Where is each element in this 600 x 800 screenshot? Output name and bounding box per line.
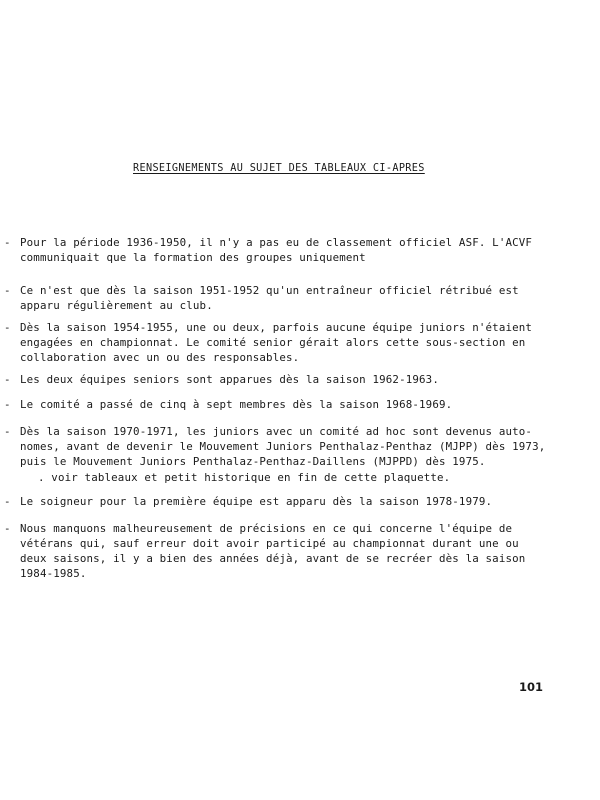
page-number: 101 xyxy=(519,680,544,694)
text-line: puis le Mouvement Juniors Penthalaz-Penthaz-Daillens (MJPPD) dès 1975. xyxy=(20,455,486,468)
list-item-text xyxy=(20,283,594,313)
list-item-text xyxy=(20,521,594,581)
bullet-dash: - xyxy=(4,373,11,386)
list-item xyxy=(4,320,594,365)
list-item-text xyxy=(20,494,594,509)
bullet-dash: - xyxy=(4,425,11,438)
text-line: Le comité a passé de cinq à sept membres dès la saison 1968-1969. xyxy=(20,398,453,411)
list-item xyxy=(4,521,594,581)
list-item xyxy=(4,372,594,387)
bullet-dash: - xyxy=(4,236,11,249)
text-line: Nous manquons malheureusement de précisions en ce qui concerne l'équipe de xyxy=(20,522,513,535)
text-line: nomes, avant de devenir le Mouvement Juniors Penthalaz-Penthaz (MJPP) dès 1973, xyxy=(20,440,546,453)
text-line: 1984-1985. xyxy=(20,567,87,580)
text-line: Ce n'est que dès la saison 1951-1952 qu'un entraîneur officiel rétribué est xyxy=(20,284,519,297)
list-item-text xyxy=(20,424,594,469)
text-line: deux saisons, il y a bien des années déjà, avant de se recréer dès la saison xyxy=(20,552,526,565)
text-line: Les deux équipes seniors sont apparues dès la saison 1962-1963. xyxy=(20,373,439,386)
text-line: Pour la période 1936-1950, il n'y a pas eu de classement officiel ASF. L'ACVF xyxy=(20,236,533,249)
bullet-dash: - xyxy=(4,522,11,535)
list-item-text xyxy=(20,320,594,365)
list-item xyxy=(4,424,594,469)
list-item-text xyxy=(20,235,594,265)
list-item xyxy=(4,235,594,265)
text-line: apparu régulièrement au club. xyxy=(20,299,213,312)
list-item xyxy=(4,494,594,509)
list-item xyxy=(4,397,594,412)
bullet-dash: - xyxy=(4,398,11,411)
text-line: Le soigneur pour la première équipe est apparu dès la saison 1978-1979. xyxy=(20,495,493,508)
text-line: collaboration avec un ou des responsables. xyxy=(20,351,300,364)
text-line: communiquait que la formation des groupes uniquement xyxy=(20,251,366,264)
list-item-text xyxy=(20,372,594,387)
bullet-dash: - xyxy=(4,495,11,508)
list-item-text xyxy=(20,397,594,412)
text-line: Dès la saison 1970-1971, les juniors avec un comité ad hoc sont devenus auto- xyxy=(20,425,533,438)
section-heading: RENSEIGNEMENTS AU SUJET DES TABLEAUX CI-APRES xyxy=(133,163,425,174)
text-line: engagées en championnat. Le comité senior gérait alors cette sous-section en xyxy=(20,336,526,349)
text-line: vétérans qui, sauf erreur doit avoir participé au championnat durant une ou xyxy=(20,537,519,550)
note-line: . voir tableaux et petit historique en fin de cette plaquette. xyxy=(38,471,451,484)
text-line: Dès la saison 1954-1955, une ou deux, parfois aucune équipe juniors n'étaient xyxy=(20,321,533,334)
list-item xyxy=(4,283,594,313)
bullet-dash: - xyxy=(4,284,11,297)
bullet-dash: - xyxy=(4,321,11,334)
